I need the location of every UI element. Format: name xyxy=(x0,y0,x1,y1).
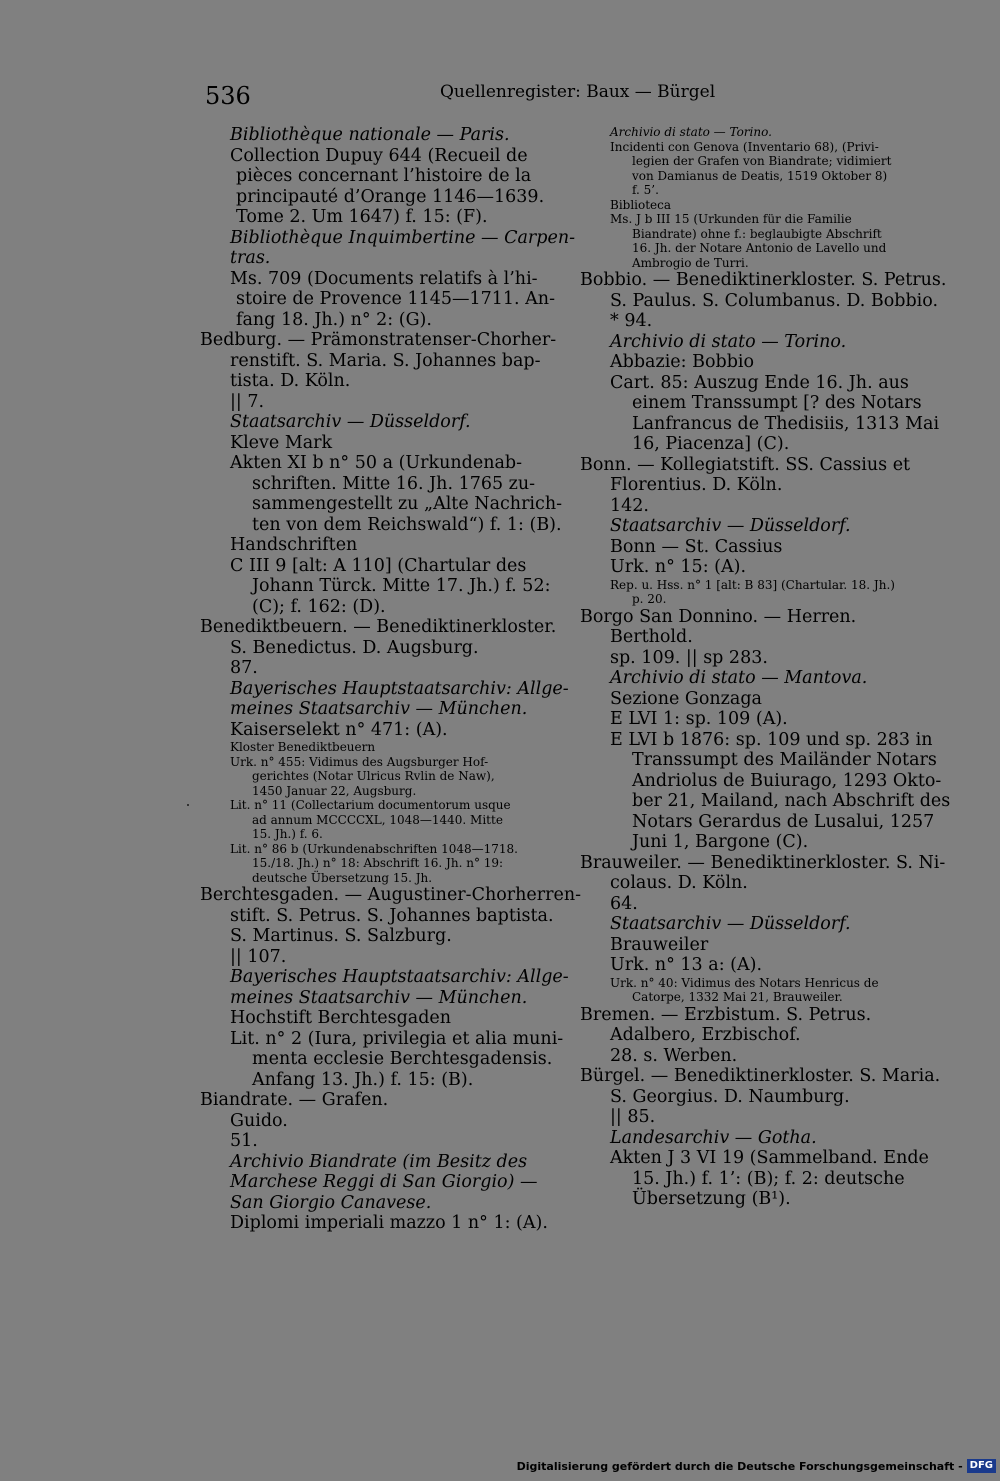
page-number: 536 xyxy=(205,82,251,110)
entry-text-line: Urk. n° 15: (A). xyxy=(610,557,747,577)
entry-text-line: Adalbero, Erzbischof. xyxy=(610,1025,801,1045)
entry-text-line: Archivio di stato — Torino. xyxy=(610,125,772,139)
entry-text-line: Ms. J b III 15 (Urkunden für die Familie xyxy=(610,212,852,226)
entry-heading-line: Brauweiler. — Benediktinerkloster. S. Ni- xyxy=(580,852,946,873)
entry-text-line: 15. Jh.) f. 6. xyxy=(252,827,323,841)
entry-text-line: Johann Türck. Mitte 17. Jh.) f. 52: xyxy=(252,576,551,596)
entry-text-line: Transsumpt des Mailänder Notars xyxy=(632,750,937,770)
entry-text-line: 51. xyxy=(230,1131,258,1151)
entry-text-line: Urk. n° 455: Vidimus des Augsburger Hof- xyxy=(230,754,489,769)
entry-text-line: meines Staatsarchiv — München. xyxy=(230,987,528,1008)
entry-text-line: Cart. 85: Auszug Ende 16. Jh. aus xyxy=(610,372,909,393)
entry-text-line: 16. Jh. der Notare Antonio de Lavello und xyxy=(632,241,887,255)
entry-text-line: Catorpe, 1332 Mai 21, Brauweiler. xyxy=(632,990,843,1004)
entry-text-line: principauté d’Orange 1146—1639. xyxy=(236,186,545,207)
entry-text-line: Lit. n° 86 b (Urkundenabschriften 1048—1718. xyxy=(230,841,518,856)
entry-text-line: Anfang 13. Jh.) f. 15: (B). xyxy=(252,1069,474,1090)
entry-text-line: Sezione Gonzaga xyxy=(610,688,762,709)
entry-heading-line: Berchtesgaden. — Augustiner-Chorherren- xyxy=(200,885,582,905)
entry-text-line: Collection Dupuy 644 (Recueil de xyxy=(230,145,528,166)
entry-text-line: Biblioteca xyxy=(610,197,672,212)
entry-text-line: Diplomi imperiali mazzo 1 n° 1: (A). xyxy=(230,1213,548,1233)
footer-text: Digitalisierung gefördert durch die Deutsche Forschungsgemeinschaft - xyxy=(516,1459,963,1473)
left-column xyxy=(200,125,582,1234)
entry-text-line: Marchese Reggi di San Giorgio) — xyxy=(230,1172,538,1192)
entry-text-line: gerichtes (Notar Ulricus Rvlin de Naw), xyxy=(252,769,495,783)
entry-heading-line: Bürgel. — Benediktinerkloster. S. Maria. xyxy=(580,1066,941,1086)
entry-heading-line: Borgo San Donnino. — Herren. xyxy=(580,606,857,627)
entry-text-line: stoire de Provence 1145—1711. An- xyxy=(236,289,555,309)
entry-text-line: 87. xyxy=(230,658,258,678)
entry-heading-line: Bobbio. — Benediktinerkloster. S. Petrus. xyxy=(580,270,947,290)
entry-text-line: || 7. xyxy=(230,391,265,412)
dfg-logo-icon: DFG xyxy=(967,1459,996,1473)
entry-text-line: E LVI 1: sp. 109 (A). xyxy=(610,709,788,729)
entry-text-line: Rep. u. Hss. n° 1 [alt: B 83] (Chartular. 18. Jh.) xyxy=(610,577,895,592)
entry-text-line: S. Martinus. S. Salzburg. xyxy=(230,926,452,946)
entry-text-line: 15./18. Jh.) n° 18: Abschrift 16. Jh. n° 19: xyxy=(252,856,504,870)
right-column xyxy=(580,125,950,1210)
entry-text-line: Archivio Biandrate (im Besitz des xyxy=(230,1151,528,1172)
entry-text-line: sammengestellt zu „Alte Nachrich- xyxy=(252,494,563,514)
entry-heading-line: Bremen. — Erzbistum. S. Petrus. xyxy=(580,1004,872,1025)
entry-text-line: einem Transsumpt [? des Notars xyxy=(632,393,922,413)
entry-text-line: S. Paulus. S. Columbanus. D. Bobbio. xyxy=(610,290,939,311)
entry-text-line: Kloster Benediktbeuern xyxy=(230,740,376,754)
entry-text-line: colaus. D. Köln. xyxy=(610,873,748,893)
entry-text-line: Bibliothèque nationale — Paris. xyxy=(230,125,510,145)
entry-text-line: ten von dem Reichswald“) f. 1: (B). xyxy=(252,514,562,535)
entry-text-line: Übersetzung (B¹). xyxy=(632,1189,791,1209)
entry-text-line: schriften. Mitte 16. Jh. 1765 zu- xyxy=(252,473,536,494)
entry-text-line: Hochstift Berchtesgaden xyxy=(230,1008,452,1028)
entry-text-line: Archivio di stato — Torino. xyxy=(610,331,847,352)
margin-speck xyxy=(187,804,189,806)
entry-text-line: ber 21, Mailand, nach Abschrift des xyxy=(632,791,951,811)
entry-text-line: Akten XI b n° 50 a (Urkundenab- xyxy=(230,453,523,473)
entry-text-line: Florentius. D. Köln. xyxy=(610,475,783,495)
entry-text-line: Juni 1, Bargone (C). xyxy=(632,832,809,852)
entry-text-line: Staatsarchiv — Düsseldorf. xyxy=(230,412,471,432)
running-title: Quellenregister: Baux — Bürgel xyxy=(440,82,716,102)
entry-text-line: tras. xyxy=(230,248,271,268)
entry-text-line: Kleve Mark xyxy=(230,432,333,453)
entry-text-line: p. 20. xyxy=(632,592,667,606)
entry-text-line: Tome 2. Um 1647) f. 15: (F). xyxy=(236,207,488,227)
entry-text-line: 142. xyxy=(610,495,649,516)
entry-text-line: meines Staatsarchiv — München. xyxy=(230,699,528,719)
entry-text-line: || 85. xyxy=(610,1107,656,1127)
entry-text-line: Staatsarchiv — Düsseldorf. xyxy=(610,516,851,536)
entry-text-line: renstift. S. Maria. S. Johannes bap- xyxy=(230,350,541,371)
entry-text-line: Guido. xyxy=(230,1110,288,1131)
footer-credit xyxy=(517,1457,996,1475)
entry-text-line: Archivio di stato — Mantova. xyxy=(610,668,868,688)
entry-text-line: Bayerisches Hauptstaatsarchiv: Allge- xyxy=(230,678,569,699)
entry-text-line: Landesarchiv — Gotha. xyxy=(610,1127,817,1148)
entry-text-line: Abbazie: Bobbio xyxy=(610,352,755,372)
entry-text-line: Handschriften xyxy=(230,535,358,555)
entry-text-line: sp. 109. || sp 283. xyxy=(610,647,768,668)
entry-text-line: 15. Jh.) f. 1’: (B); f. 2: deutsche xyxy=(632,1168,905,1189)
entry-heading-line: Bedburg. — Prämonstratenser-Chorher- xyxy=(200,330,557,350)
entry-text-line: Urk. n° 13 a: (A). xyxy=(610,955,763,975)
entry-text-line: legien der Grafen von Biandrate; vidimiert xyxy=(632,154,892,168)
entry-heading-line: Bonn. — Kollegiatstift. SS. Cassius et xyxy=(580,454,911,475)
entry-text-line: pièces concernant l’histoire de la xyxy=(236,166,532,186)
entry-text-line: Berthold. xyxy=(610,627,693,647)
entry-text-line: C III 9 [alt: A 110] (Chartular des xyxy=(230,555,527,576)
entry-text-line: 16, Piacenza] (C). xyxy=(632,434,790,454)
entry-text-line: menta ecclesie Berchtesgadensis. xyxy=(252,1049,553,1069)
entry-text-line: Akten J 3 VI 19 (Sammelband. Ende xyxy=(610,1148,929,1168)
entry-text-line: Urk. n° 40: Vidimus des Notars Henricus de xyxy=(610,975,879,990)
entry-text-line: von Damianus de Deatis, 1519 Oktober 8) xyxy=(632,168,888,183)
entry-text-line: 64. xyxy=(610,893,638,914)
entry-text-line: Bayerisches Hauptstaatsarchiv: Allge- xyxy=(230,967,569,987)
entry-text-line: deutsche Übersetzung 15. Jh. xyxy=(252,870,433,885)
entry-text-line: Bonn — St. Cassius xyxy=(610,536,783,557)
entry-text-line: Ambrogio de Turri. xyxy=(632,255,749,270)
entry-text-line: Lanfrancus de Thedisiis, 1313 Mai xyxy=(632,413,940,434)
entry-text-line: Biandrate) ohne f.: beglaubigte Abschrift xyxy=(632,226,882,241)
entry-text-line: Ms. 709 (Documents relatifs à l’hi- xyxy=(230,268,538,289)
entry-text-line: Brauweiler xyxy=(610,934,709,955)
entry-text-line: San Giorgio Canavese. xyxy=(230,1192,432,1213)
entry-text-line: Notars Gerardus de Lusalui, 1257 xyxy=(632,811,935,832)
entry-text-line: Lit. n° 11 (Collectarium documentorum usque xyxy=(230,798,511,812)
entry-text-line: * 94. xyxy=(610,311,653,331)
entry-text-line: Lit. n° 2 (Iura, privilegia et alia muni- xyxy=(230,1028,564,1049)
entry-text-line: S. Georgius. D. Naumburg. xyxy=(610,1086,850,1107)
entry-text-line: f. 5’. xyxy=(632,183,659,197)
entry-text-line: S. Benedictus. D. Augsburg. xyxy=(230,637,479,658)
entry-text-line: Bibliothèque Inquimbertine — Carpen- xyxy=(230,227,576,248)
entry-text-line: stift. S. Petrus. S. Johannes baptista. xyxy=(230,905,554,926)
entry-text-line: Kaiserselekt n° 471: (A). xyxy=(230,719,448,740)
entry-text-line: Andriolus de Buiurago, 1293 Okto- xyxy=(632,770,942,791)
entry-text-line: || 107. xyxy=(230,946,287,967)
entry-text-line: 1450 Januar 22, Augsburg. xyxy=(252,783,417,798)
entry-text-line: tista. D. Köln. xyxy=(230,371,351,391)
entry-text-line: fang 18. Jh.) n° 2: (G). xyxy=(236,309,432,330)
entry-text-line: E LVI b 1876: sp. 109 und sp. 283 in xyxy=(610,729,933,750)
entry-heading-line: Biandrate. — Grafen. xyxy=(200,1090,389,1110)
entry-text-line: 28. s. Werben. xyxy=(610,1045,738,1066)
entry-heading-line: Benediktbeuern. — Benediktinerkloster. xyxy=(200,617,557,637)
entry-text-line: Staatsarchiv — Düsseldorf. xyxy=(610,914,851,934)
entry-text-line: Incidenti con Genova (Inventario 68), (Privi- xyxy=(610,139,879,154)
entry-text-line: ad annum MCCCCXL, 1048—1440. Mitte xyxy=(252,812,503,827)
entry-text-line: (C); f. 162: (D). xyxy=(252,596,386,617)
